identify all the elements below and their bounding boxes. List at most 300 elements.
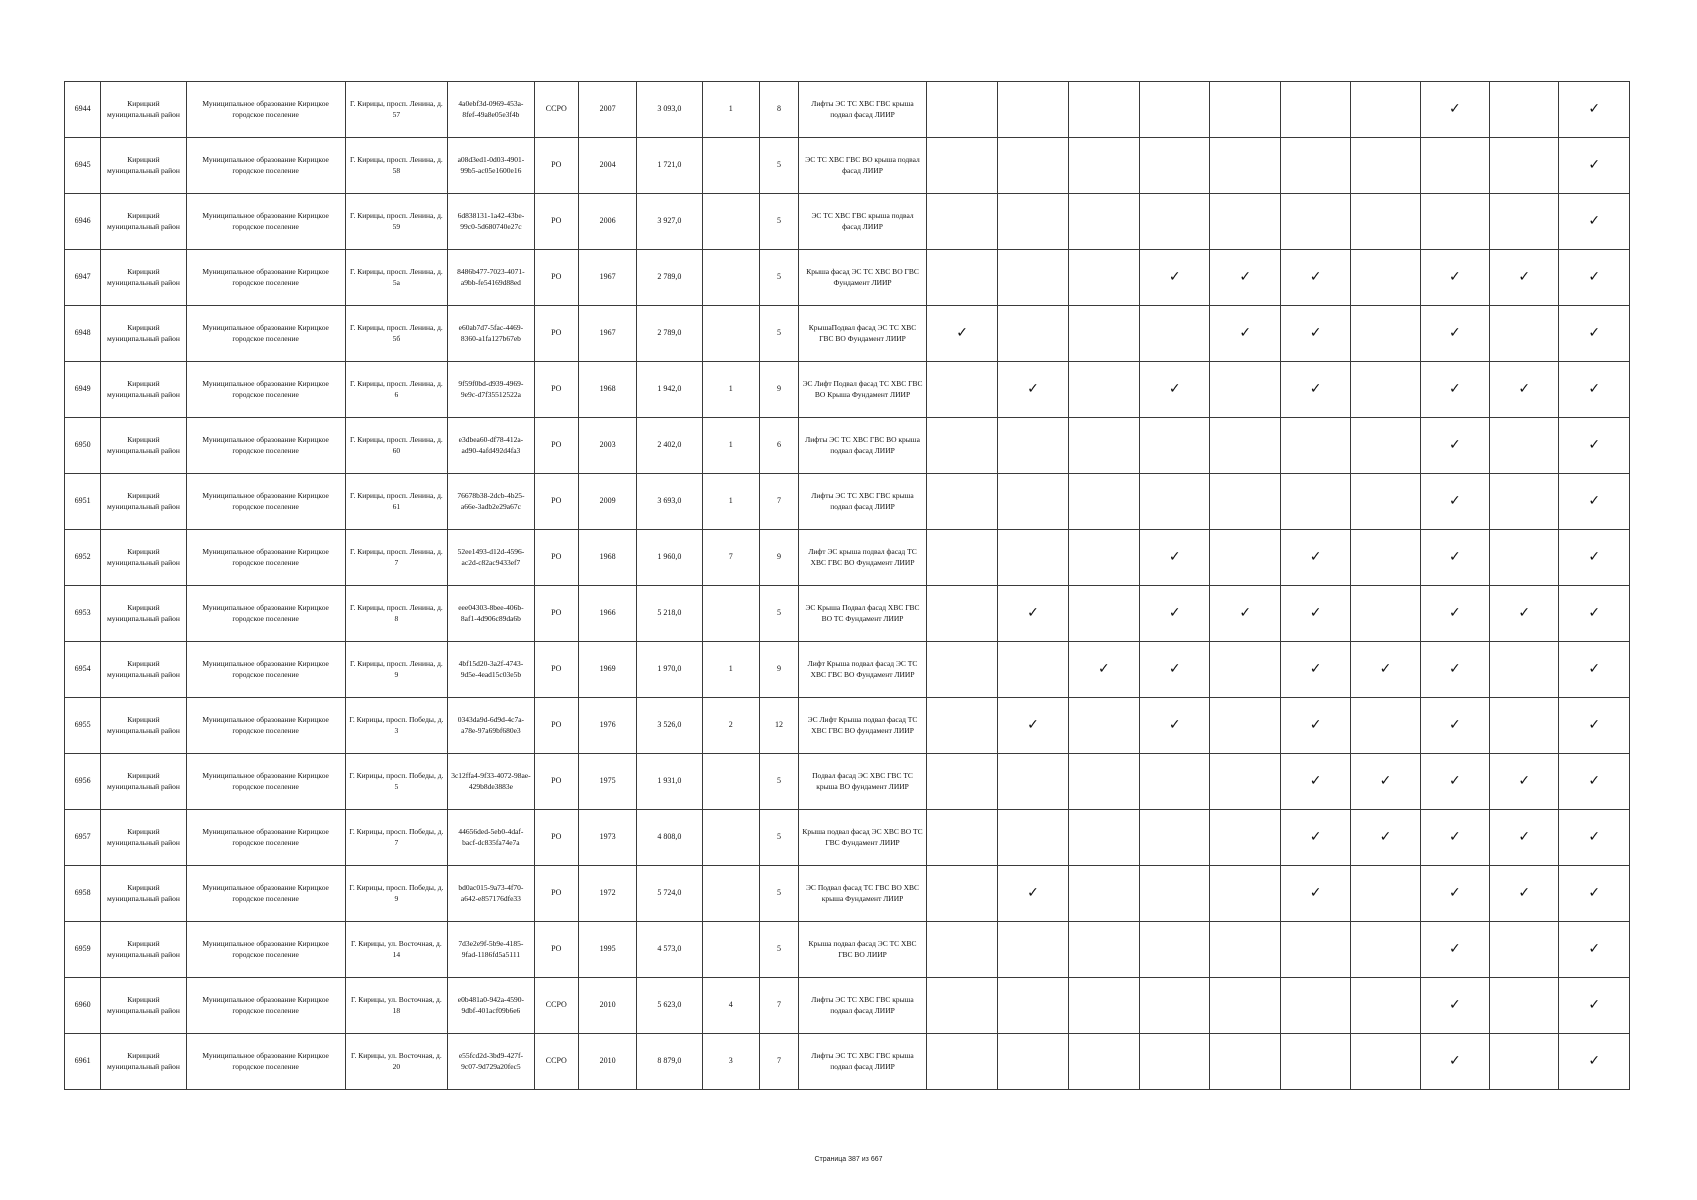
address-cell: Г. Кирицы, просп. Ленина, д. 61 <box>345 474 448 530</box>
municipality-cell: Муниципальное образование Кирицкое городское поселение <box>186 306 345 362</box>
work-flag-cell-3 <box>1068 754 1139 810</box>
table-row <box>65 810 1630 866</box>
check-mark-icon: ✓ <box>1168 549 1181 566</box>
build-year-cell: 2009 <box>578 474 636 530</box>
work-flag-cell-4 <box>1140 978 1210 1034</box>
check-mark-icon: ✓ <box>1379 829 1392 846</box>
area-cell: 2 789,0 <box>637 250 702 306</box>
address-cell: Г. Кирицы, ул. Восточная, д. 20 <box>345 1034 448 1090</box>
work-flag-cell-1 <box>926 810 997 866</box>
work-flag-cell-8 <box>1420 82 1489 138</box>
works-list-cell: Лифты ЭС ТС ХВС ГВС крыша подвал фасад ЛИИР <box>799 1034 927 1090</box>
row-number: 6952 <box>65 530 101 586</box>
check-mark-icon: ✓ <box>1309 269 1322 286</box>
sections-cell <box>702 138 759 194</box>
works-list-cell: ЭС ТС ХВС ГВС крыша подвал фасад ЛИИР <box>799 194 927 250</box>
work-flag-cell-1 <box>926 866 997 922</box>
floors-cell: 5 <box>759 810 798 866</box>
check-mark-icon: ✓ <box>1588 717 1601 734</box>
work-flag-cell-8 <box>1420 586 1489 642</box>
table-row <box>65 754 1630 810</box>
area-cell: 4 808,0 <box>637 810 702 866</box>
work-flag-cell-5 <box>1210 810 1280 866</box>
address-cell: Г. Кирицы, просп. Победы, д. 9 <box>345 866 448 922</box>
work-flag-cell-6 <box>1280 586 1350 642</box>
work-flag-cell-9 <box>1490 306 1559 362</box>
work-flag-cell-7 <box>1351 474 1420 530</box>
house-guid-cell: eee04303-8bee-406b-8af1-4d906c89da6b <box>448 586 534 642</box>
house-guid-cell: 4bf15d20-3a2f-4743-9d5e-4ead15c03e5b <box>448 642 534 698</box>
row-number: 6959 <box>65 922 101 978</box>
work-flag-cell-8 <box>1420 978 1489 1034</box>
work-flag-cell-6 <box>1280 474 1350 530</box>
house-guid-cell: e55fcd2d-3bd9-427f-9c07-9d729a20fec5 <box>448 1034 534 1090</box>
work-flag-cell-8 <box>1420 866 1489 922</box>
work-flag-cell-3 <box>1068 978 1139 1034</box>
work-flag-cell-3 <box>1068 362 1139 418</box>
work-flag-cell-2 <box>998 82 1068 138</box>
works-list-cell: Лифт ЭС крыша подвал фасад ТС ХВС ГВС ВО Фундамент ЛИИР <box>799 530 927 586</box>
work-flag-cell-1 <box>926 586 997 642</box>
check-mark-icon: ✓ <box>1027 885 1039 902</box>
table-row <box>65 418 1630 474</box>
work-flag-cell-8 <box>1420 1034 1489 1090</box>
fund-form-cell: РО <box>534 306 578 362</box>
work-flag-cell-8 <box>1420 698 1489 754</box>
work-flag-cell-7 <box>1351 810 1420 866</box>
check-mark-icon: ✓ <box>1168 605 1181 622</box>
municipality-cell: Муниципальное образование Кирицкое городское поселение <box>186 530 345 586</box>
row-number: 6948 <box>65 306 101 362</box>
work-flag-cell-2 <box>998 810 1068 866</box>
work-flag-cell-9 <box>1490 250 1559 306</box>
work-flag-cell-9 <box>1490 82 1559 138</box>
house-guid-cell: 8486b477-7023-4071-a9bb-fe54169d88ed <box>448 250 534 306</box>
municipality-cell: Муниципальное образование Кирицкое городское поселение <box>186 82 345 138</box>
check-mark-icon: ✓ <box>1448 997 1461 1014</box>
work-flag-cell-9 <box>1490 642 1559 698</box>
table-row <box>65 194 1630 250</box>
check-mark-icon: ✓ <box>1027 381 1039 398</box>
address-cell: Г. Кирицы, просп. Ленина, д. 5а <box>345 250 448 306</box>
row-number: 6946 <box>65 194 101 250</box>
area-cell: 1 721,0 <box>637 138 702 194</box>
work-flag-cell-6 <box>1280 698 1350 754</box>
work-flag-cell-9 <box>1490 530 1559 586</box>
work-flag-cell-7 <box>1351 866 1420 922</box>
work-flag-cell-2 <box>998 194 1068 250</box>
fund-form-cell: РО <box>534 642 578 698</box>
municipality-cell: Муниципальное образование Кирицкое городское поселение <box>186 810 345 866</box>
check-mark-icon: ✓ <box>1588 941 1601 958</box>
check-mark-icon: ✓ <box>1309 773 1322 790</box>
check-mark-icon: ✓ <box>1588 661 1601 678</box>
work-flag-cell-2 <box>998 866 1068 922</box>
floors-cell: 9 <box>759 530 798 586</box>
table-row <box>65 530 1630 586</box>
work-flag-cell-7 <box>1351 754 1420 810</box>
check-mark-icon: ✓ <box>1588 269 1601 286</box>
municipality-cell: Муниципальное образование Кирицкое городское поселение <box>186 922 345 978</box>
work-flag-cell-2 <box>998 306 1068 362</box>
work-flag-cell-1 <box>926 978 997 1034</box>
work-flag-cell-3 <box>1068 1034 1139 1090</box>
work-flag-cell-10 <box>1559 138 1630 194</box>
fund-form-cell: ССРО <box>534 82 578 138</box>
address-cell: Г. Кирицы, ул. Восточная, д. 14 <box>345 922 448 978</box>
work-flag-cell-6 <box>1280 250 1350 306</box>
floors-cell: 6 <box>759 418 798 474</box>
work-flag-cell-10 <box>1559 306 1630 362</box>
check-mark-icon: ✓ <box>1588 605 1601 622</box>
work-flag-cell-3 <box>1068 698 1139 754</box>
build-year-cell: 1969 <box>578 642 636 698</box>
work-flag-cell-3 <box>1068 138 1139 194</box>
sections-cell: 1 <box>702 418 759 474</box>
sections-cell <box>702 810 759 866</box>
area-cell: 2 402,0 <box>637 418 702 474</box>
work-flag-cell-1 <box>926 306 997 362</box>
fund-form-cell: РО <box>534 418 578 474</box>
check-mark-icon: ✓ <box>1588 381 1601 398</box>
build-year-cell: 1976 <box>578 698 636 754</box>
municipality-cell: Муниципальное образование Кирицкое городское поселение <box>186 138 345 194</box>
house-guid-cell: 52ee1493-d12d-4596-ac2d-c82ac9433ef7 <box>448 530 534 586</box>
work-flag-cell-8 <box>1420 418 1489 474</box>
works-list-cell: Крыша фасад ЭС ТС ХВС ВО ГВС Фундамент ЛИИР <box>799 250 927 306</box>
check-mark-icon: ✓ <box>1518 381 1531 398</box>
address-cell: Г. Кирицы, просп. Победы, д. 7 <box>345 810 448 866</box>
work-flag-cell-7 <box>1351 82 1420 138</box>
table-row <box>65 362 1630 418</box>
work-flag-cell-3 <box>1068 250 1139 306</box>
work-flag-cell-4 <box>1140 810 1210 866</box>
check-mark-icon: ✓ <box>1239 269 1252 286</box>
area-cell: 3 927,0 <box>637 194 702 250</box>
check-mark-icon: ✓ <box>1518 829 1531 846</box>
fund-form-cell: РО <box>534 250 578 306</box>
check-mark-icon: ✓ <box>1027 717 1039 734</box>
district-cell: Кирицкий муниципальный район <box>101 642 186 698</box>
house-guid-cell: a08d3ed1-0d03-4901-99b5-ac05e1600e16 <box>448 138 534 194</box>
check-mark-icon: ✓ <box>1448 605 1461 622</box>
table-row <box>65 586 1630 642</box>
district-cell: Кирицкий муниципальный район <box>101 362 186 418</box>
row-number: 6944 <box>65 82 101 138</box>
address-cell: Г. Кирицы, просп. Победы, д. 5 <box>345 754 448 810</box>
fund-form-cell: РО <box>534 922 578 978</box>
address-cell: Г. Кирицы, просп. Ленина, д. 57 <box>345 82 448 138</box>
check-mark-icon: ✓ <box>1588 829 1601 846</box>
table-row <box>65 922 1630 978</box>
row-number: 6953 <box>65 586 101 642</box>
work-flag-cell-3 <box>1068 418 1139 474</box>
municipality-cell: Муниципальное образование Кирицкое городское поселение <box>186 698 345 754</box>
work-flag-cell-8 <box>1420 810 1489 866</box>
area-cell: 2 789,0 <box>637 306 702 362</box>
work-flag-cell-2 <box>998 698 1068 754</box>
works-list-cell: Крыша подвал фасад ЭС ТС ХВС ГВС ВО ЛИИР <box>799 922 927 978</box>
work-flag-cell-5 <box>1210 418 1280 474</box>
row-number: 6954 <box>65 642 101 698</box>
municipality-cell: Муниципальное образование Кирицкое городское поселение <box>186 250 345 306</box>
district-cell: Кирицкий муниципальный район <box>101 474 186 530</box>
sections-cell <box>702 586 759 642</box>
district-cell: Кирицкий муниципальный район <box>101 250 186 306</box>
work-flag-cell-6 <box>1280 754 1350 810</box>
work-flag-cell-1 <box>926 922 997 978</box>
work-flag-cell-1 <box>926 362 997 418</box>
check-mark-icon: ✓ <box>1448 493 1461 510</box>
work-flag-cell-10 <box>1559 866 1630 922</box>
table-row <box>65 82 1630 138</box>
municipality-cell: Муниципальное образование Кирицкое городское поселение <box>186 586 345 642</box>
work-flag-cell-1 <box>926 474 997 530</box>
build-year-cell: 2010 <box>578 978 636 1034</box>
work-flag-cell-2 <box>998 138 1068 194</box>
works-list-cell: ЭС Лифт Подвал фасад ТС ХВС ГВС ВО Крыша Фундамент ЛИИР <box>799 362 927 418</box>
address-cell: Г. Кирицы, просп. Ленина, д. 5б <box>345 306 448 362</box>
check-mark-icon: ✓ <box>1588 213 1601 230</box>
work-flag-cell-9 <box>1490 866 1559 922</box>
build-year-cell: 1968 <box>578 530 636 586</box>
row-number: 6947 <box>65 250 101 306</box>
work-flag-cell-7 <box>1351 1034 1420 1090</box>
work-flag-cell-8 <box>1420 922 1489 978</box>
floors-cell: 5 <box>759 306 798 362</box>
floors-cell: 5 <box>759 754 798 810</box>
district-cell: Кирицкий муниципальный район <box>101 1034 186 1090</box>
fund-form-cell: РО <box>534 530 578 586</box>
work-flag-cell-7 <box>1351 922 1420 978</box>
work-flag-cell-9 <box>1490 474 1559 530</box>
work-flag-cell-4 <box>1140 754 1210 810</box>
municipality-cell: Муниципальное образование Кирицкое городское поселение <box>186 418 345 474</box>
work-flag-cell-1 <box>926 754 997 810</box>
work-flag-cell-2 <box>998 1034 1068 1090</box>
work-flag-cell-8 <box>1420 642 1489 698</box>
work-flag-cell-9 <box>1490 754 1559 810</box>
work-flag-cell-6 <box>1280 194 1350 250</box>
work-flag-cell-4 <box>1140 698 1210 754</box>
work-flag-cell-1 <box>926 250 997 306</box>
work-flag-cell-3 <box>1068 474 1139 530</box>
work-flag-cell-6 <box>1280 866 1350 922</box>
table-row <box>65 698 1630 754</box>
address-cell: Г. Кирицы, просп. Ленина, д. 8 <box>345 586 448 642</box>
row-number: 6956 <box>65 754 101 810</box>
work-flag-cell-4 <box>1140 586 1210 642</box>
work-flag-cell-8 <box>1420 250 1489 306</box>
work-flag-cell-5 <box>1210 698 1280 754</box>
work-flag-cell-5 <box>1210 362 1280 418</box>
work-flag-cell-7 <box>1351 698 1420 754</box>
build-year-cell: 1968 <box>578 362 636 418</box>
work-flag-cell-10 <box>1559 810 1630 866</box>
sections-cell: 4 <box>702 978 759 1034</box>
work-flag-cell-4 <box>1140 474 1210 530</box>
fund-form-cell: РО <box>534 474 578 530</box>
work-flag-cell-6 <box>1280 362 1350 418</box>
house-guid-cell: 3c12ffa4-9f33-4072-98ae-429b8de3883e <box>448 754 534 810</box>
floors-cell: 5 <box>759 250 798 306</box>
floors-cell: 7 <box>759 474 798 530</box>
works-list-cell: Лифты ЭС ТС ХВС ГВС крыша подвал фасад ЛИИР <box>799 978 927 1034</box>
work-flag-cell-10 <box>1559 82 1630 138</box>
check-mark-icon: ✓ <box>1027 605 1039 622</box>
build-year-cell: 1967 <box>578 306 636 362</box>
check-mark-icon: ✓ <box>1448 381 1461 398</box>
work-flag-cell-2 <box>998 642 1068 698</box>
work-flag-cell-10 <box>1559 362 1630 418</box>
check-mark-icon: ✓ <box>1588 1053 1601 1070</box>
build-year-cell: 2007 <box>578 82 636 138</box>
fund-form-cell: ССРО <box>534 978 578 1034</box>
sections-cell: 3 <box>702 1034 759 1090</box>
area-cell: 5 623,0 <box>637 978 702 1034</box>
work-flag-cell-5 <box>1210 250 1280 306</box>
address-cell: Г. Кирицы, ул. Восточная, д. 18 <box>345 978 448 1034</box>
build-year-cell: 1972 <box>578 866 636 922</box>
floors-cell: 5 <box>759 138 798 194</box>
row-number: 6957 <box>65 810 101 866</box>
check-mark-icon: ✓ <box>1168 717 1181 734</box>
check-mark-icon: ✓ <box>1588 325 1601 342</box>
check-mark-icon: ✓ <box>956 325 968 342</box>
work-flag-cell-7 <box>1351 642 1420 698</box>
work-flag-cell-5 <box>1210 474 1280 530</box>
work-flag-cell-8 <box>1420 474 1489 530</box>
work-flag-cell-4 <box>1140 250 1210 306</box>
district-cell: Кирицкий муниципальный район <box>101 922 186 978</box>
area-cell: 5 218,0 <box>637 586 702 642</box>
floors-cell: 12 <box>759 698 798 754</box>
area-cell: 1 931,0 <box>637 754 702 810</box>
work-flag-cell-8 <box>1420 530 1489 586</box>
work-flag-cell-8 <box>1420 306 1489 362</box>
check-mark-icon: ✓ <box>1448 1053 1461 1070</box>
house-guid-cell: bd0ac015-9a73-4f70-a642-e857176dfe33 <box>448 866 534 922</box>
work-flag-cell-4 <box>1140 362 1210 418</box>
check-mark-icon: ✓ <box>1448 941 1461 958</box>
work-flag-cell-9 <box>1490 138 1559 194</box>
work-flag-cell-10 <box>1559 978 1630 1034</box>
check-mark-icon: ✓ <box>1588 773 1601 790</box>
municipality-cell: Муниципальное образование Кирицкое городское поселение <box>186 866 345 922</box>
work-flag-cell-1 <box>926 194 997 250</box>
house-guid-cell: 0343da9d-6d9d-4c7a-a78e-97a69bf680e3 <box>448 698 534 754</box>
row-number: 6950 <box>65 418 101 474</box>
work-flag-cell-5 <box>1210 1034 1280 1090</box>
area-cell: 4 573,0 <box>637 922 702 978</box>
house-guid-cell: e60ab7d7-5fac-4469-8360-a1fa127b67eb <box>448 306 534 362</box>
work-flag-cell-10 <box>1559 586 1630 642</box>
build-year-cell: 2003 <box>578 418 636 474</box>
check-mark-icon: ✓ <box>1588 493 1601 510</box>
work-flag-cell-3 <box>1068 82 1139 138</box>
work-flag-cell-1 <box>926 1034 997 1090</box>
work-flag-cell-2 <box>998 530 1068 586</box>
house-guid-cell: 6d838131-1a42-43be-99c0-5d680740e27c <box>448 194 534 250</box>
table-row <box>65 642 1630 698</box>
check-mark-icon: ✓ <box>1379 661 1392 678</box>
district-cell: Кирицкий муниципальный район <box>101 586 186 642</box>
municipality-cell: Муниципальное образование Кирицкое городское поселение <box>186 474 345 530</box>
work-flag-cell-6 <box>1280 306 1350 362</box>
fund-form-cell: РО <box>534 754 578 810</box>
work-flag-cell-2 <box>998 418 1068 474</box>
work-flag-cell-7 <box>1351 306 1420 362</box>
work-flag-cell-2 <box>998 474 1068 530</box>
works-list-cell: ЭС ТС ХВС ГВС ВО крыша подвал фасад ЛИИР <box>799 138 927 194</box>
house-guid-cell: 44656ded-5eb0-4daf-bacf-dc835fa74e7a <box>448 810 534 866</box>
work-flag-cell-6 <box>1280 530 1350 586</box>
check-mark-icon: ✓ <box>1588 997 1601 1014</box>
work-flag-cell-2 <box>998 754 1068 810</box>
check-mark-icon: ✓ <box>1309 717 1322 734</box>
build-year-cell: 1967 <box>578 250 636 306</box>
row-number: 6961 <box>65 1034 101 1090</box>
work-flag-cell-6 <box>1280 418 1350 474</box>
fund-form-cell: ССРО <box>534 1034 578 1090</box>
work-flag-cell-10 <box>1559 474 1630 530</box>
municipality-cell: Муниципальное образование Кирицкое городское поселение <box>186 362 345 418</box>
floors-cell: 7 <box>759 1034 798 1090</box>
works-list-cell: ЭС Лифт Крыша подвал фасад ТС ХВС ГВС ВО фундамент ЛИИР <box>799 698 927 754</box>
house-guid-cell: 9f59f0bd-d939-4969-9e9c-d7f35512522a <box>448 362 534 418</box>
work-flag-cell-6 <box>1280 138 1350 194</box>
table-row <box>65 1034 1630 1090</box>
row-number: 6958 <box>65 866 101 922</box>
sections-cell <box>702 866 759 922</box>
work-flag-cell-2 <box>998 922 1068 978</box>
work-flag-cell-4 <box>1140 418 1210 474</box>
sections-cell: 7 <box>702 530 759 586</box>
check-mark-icon: ✓ <box>1168 661 1181 678</box>
build-year-cell: 2004 <box>578 138 636 194</box>
build-year-cell: 1995 <box>578 922 636 978</box>
fund-form-cell: РО <box>534 194 578 250</box>
fund-form-cell: РО <box>534 586 578 642</box>
work-flag-cell-7 <box>1351 362 1420 418</box>
work-flag-cell-4 <box>1140 922 1210 978</box>
table-row <box>65 306 1630 362</box>
work-flag-cell-7 <box>1351 586 1420 642</box>
sections-cell <box>702 922 759 978</box>
area-cell: 3 093,0 <box>637 82 702 138</box>
check-mark-icon: ✓ <box>1448 325 1461 342</box>
house-guid-cell: 76678b38-2dcb-4b25-a66e-3adb2e29a67c <box>448 474 534 530</box>
floors-cell: 7 <box>759 978 798 1034</box>
sections-cell: 1 <box>702 474 759 530</box>
work-flag-cell-9 <box>1490 1034 1559 1090</box>
check-mark-icon: ✓ <box>1448 773 1461 790</box>
work-flag-cell-5 <box>1210 138 1280 194</box>
floors-cell: 5 <box>759 586 798 642</box>
row-number: 6960 <box>65 978 101 1034</box>
work-flag-cell-2 <box>998 978 1068 1034</box>
work-flag-cell-8 <box>1420 362 1489 418</box>
house-guid-cell: 4a0ebf3d-0969-453a-8fef-49a8e05e3f4b <box>448 82 534 138</box>
work-flag-cell-6 <box>1280 1034 1350 1090</box>
work-flag-cell-8 <box>1420 194 1489 250</box>
work-flag-cell-1 <box>926 698 997 754</box>
work-flag-cell-7 <box>1351 138 1420 194</box>
area-cell: 5 724,0 <box>637 866 702 922</box>
check-mark-icon: ✓ <box>1588 101 1601 118</box>
work-flag-cell-5 <box>1210 866 1280 922</box>
district-cell: Кирицкий муниципальный район <box>101 530 186 586</box>
